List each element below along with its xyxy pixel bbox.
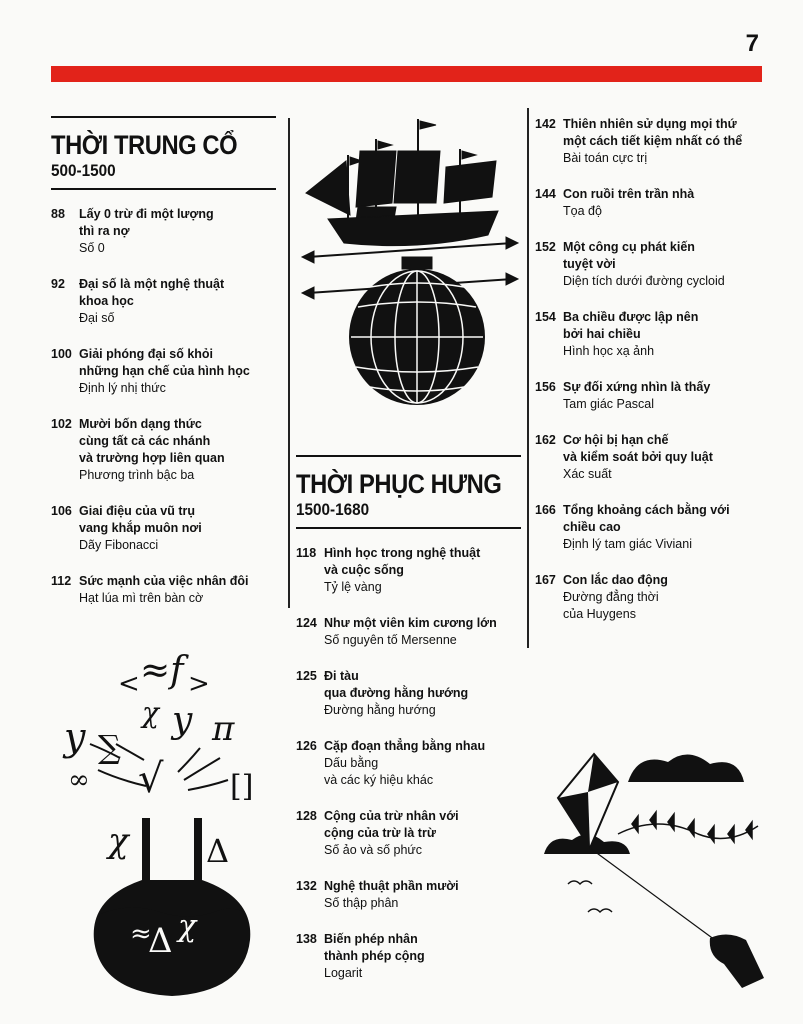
toc-page-number: 88	[51, 207, 65, 221]
toc-page-number: 128	[296, 809, 317, 823]
toc-entry-subtitle: Số thập phân	[324, 896, 399, 910]
toc-entry-title: Đại số là một nghệ thuật khoa học	[79, 277, 225, 308]
toc-entry	[535, 572, 770, 623]
toc-entry	[296, 878, 521, 912]
toc-entry-subtitle: Đường hằng hướng	[324, 703, 436, 717]
flask-icon	[60, 640, 280, 1020]
toc-page-number: 100	[51, 347, 72, 361]
toc-entry-title: Con lắc dao động	[563, 573, 668, 587]
toc-page-number: 106	[51, 504, 72, 518]
toc-entry	[51, 416, 276, 484]
toc-page-number: 124	[296, 616, 317, 630]
symbol: χ	[142, 696, 159, 729]
toc-entry-subtitle: Xác suất	[563, 467, 612, 481]
toc-entry-subtitle: Diện tích dưới đường cycloid	[563, 274, 725, 288]
toc-page-number: 142	[535, 117, 556, 131]
toc-page-number: 126	[296, 739, 317, 753]
toc-entry-title: Đi tàu qua đường hằng hướng	[324, 669, 469, 700]
toc-page-number: 112	[51, 574, 72, 588]
toc-entry	[51, 206, 276, 257]
toc-page-number: 132	[296, 879, 317, 893]
kite-icon	[538, 742, 768, 992]
section-rule	[51, 116, 276, 118]
toc-page-number: 138	[296, 932, 317, 946]
toc-entry-subtitle: Định lý nhị thức	[79, 381, 166, 395]
symbol: y	[172, 700, 193, 741]
symbol: ∞	[68, 765, 90, 795]
toc-entry-subtitle: Dấu bằng và các ký hiệu khác	[324, 756, 434, 787]
symbol: y	[64, 715, 86, 759]
symbol: Δ	[206, 832, 230, 870]
toc-entry-title: Biến phép nhân thành phép cộng	[324, 932, 425, 963]
section-rule	[296, 455, 521, 457]
section-years: 500-1500	[51, 161, 116, 180]
symbol: χ	[178, 909, 197, 944]
section-rule	[296, 527, 521, 529]
toc-entry-subtitle: Tọa độ	[563, 204, 602, 218]
section-years: 1500-1680	[296, 500, 370, 519]
section-medieval	[51, 116, 276, 626]
red-accent-bar	[51, 66, 762, 82]
toc-entry-title: Mười bốn dạng thức cùng tất cả các nhánh và trường hợp liên quan	[79, 417, 225, 465]
toc-entry-subtitle: Hạt lúa mì trên bàn cờ	[79, 591, 204, 605]
toc-entry-title: Một công cụ phát kiến tuyệt vời	[563, 240, 695, 271]
toc-entry	[296, 931, 521, 982]
section-title: THỜI TRUNG CỔ	[51, 130, 238, 160]
symbol: √	[138, 756, 164, 802]
toc-entry-title: Sự đối xứng nhìn là thấy	[563, 380, 711, 394]
toc-entry	[535, 502, 770, 553]
toc-entry-subtitle: Đại số	[79, 311, 115, 325]
toc-page-number: 156	[535, 380, 556, 394]
toc-entry	[535, 239, 770, 290]
column-divider	[527, 108, 529, 648]
section-rule	[51, 188, 276, 190]
toc-page-number: 118	[296, 546, 317, 560]
symbol: ≈	[130, 919, 152, 949]
column-divider	[288, 118, 290, 608]
toc-entry-subtitle: Phương trình bậc ba	[79, 468, 195, 482]
symbol: ≈f	[140, 650, 184, 691]
toc-page-number: 152	[535, 240, 556, 254]
toc-entry-title: Như một viên kim cương lớn	[324, 616, 497, 630]
toc-entry-title: Con ruồi trên trần nhà	[563, 187, 695, 201]
toc-entry-title: Giải phóng đại số khỏi những hạn chế của hình học	[79, 347, 250, 378]
toc-entry-subtitle: Tỷ lệ vàng	[324, 580, 382, 594]
toc-page-number: 102	[51, 417, 72, 431]
toc-entry-title: Hình học trong nghệ thuật và cuộc sống	[324, 546, 481, 577]
toc-entry	[535, 116, 770, 167]
symbol: >	[188, 669, 210, 699]
section-continued	[535, 116, 770, 642]
toc-entry-title: Lấy 0 trừ đi một lượng thì ra nợ	[79, 207, 214, 238]
section-renaissance	[296, 455, 521, 1001]
toc-entry-title: Sức mạnh của việc nhân đôi	[79, 574, 249, 588]
toc-entry-subtitle: Số nguyên tố Mersenne	[324, 633, 457, 647]
toc-entry	[51, 503, 276, 554]
toc-entry-title: Nghệ thuật phần mười	[324, 879, 459, 893]
section-title: THỜI PHỤC HƯNG	[296, 469, 502, 499]
toc-entry-subtitle: Hình học xạ ảnh	[563, 344, 655, 358]
toc-entry-subtitle: Số ảo và số phức	[324, 843, 423, 857]
toc-entry-title: Thiên nhiên sử dụng mọi thứ một cách tiết kiệm nhất có thể	[563, 117, 743, 148]
toc-page-number: 144	[535, 187, 556, 201]
symbol: ∑	[98, 728, 121, 766]
toc-entry	[296, 738, 521, 789]
toc-entry	[51, 573, 276, 607]
toc-page-number: 125	[296, 669, 317, 683]
toc-entry	[535, 186, 770, 220]
toc-entry-title: Giai điệu của vũ trụ vang khắp muôn nơi	[79, 504, 202, 535]
toc-entry-subtitle: Số 0	[79, 241, 105, 255]
ship-on-globe-icon	[298, 115, 523, 415]
toc-entry-subtitle: Logarit	[324, 966, 363, 980]
toc-entry-subtitle: Đường đẳng thời của Huygens	[563, 590, 659, 621]
symbol: χ	[108, 821, 129, 861]
toc-entry	[51, 276, 276, 327]
toc-entry-title: Ba chiều được lập nên bởi hai chiều	[563, 310, 699, 341]
toc-page-number: 162	[535, 433, 556, 447]
toc-entry	[535, 379, 770, 413]
toc-entry	[535, 309, 770, 360]
toc-entry	[296, 808, 521, 859]
toc-entry	[51, 346, 276, 397]
toc-entry-title: Cặp đoạn thẳng bằng nhau	[324, 739, 486, 753]
toc-page-number: 92	[51, 277, 65, 291]
symbol: <	[118, 669, 140, 699]
toc-entry	[296, 615, 521, 649]
toc-entry-subtitle: Định lý tam giác Viviani	[563, 537, 692, 551]
toc-entry-title: Cộng của trừ nhân với cộng của trừ là trừ	[324, 809, 459, 840]
toc-entry	[535, 432, 770, 483]
toc-page-number: 167	[535, 573, 556, 587]
toc-entry	[296, 545, 521, 596]
toc-entry-title: Tổng khoảng cách bằng với chiều cao	[563, 503, 730, 534]
toc-entry-subtitle: Dãy Fibonacci	[79, 538, 159, 552]
symbol: []	[230, 769, 254, 804]
toc-entry-title: Cơ hội bị hạn chế và kiểm soát bởi quy luật	[563, 433, 713, 464]
toc-entry	[296, 668, 521, 719]
toc-page-number: 154	[535, 310, 556, 324]
toc-entry-subtitle: Tam giác Pascal	[563, 397, 655, 411]
toc-page-number: 166	[535, 503, 556, 517]
toc-entry-subtitle: Bài toán cực trị	[563, 151, 648, 165]
symbol: Δ	[148, 921, 173, 961]
symbol: π	[212, 709, 235, 749]
page-number: 7	[745, 30, 759, 57]
